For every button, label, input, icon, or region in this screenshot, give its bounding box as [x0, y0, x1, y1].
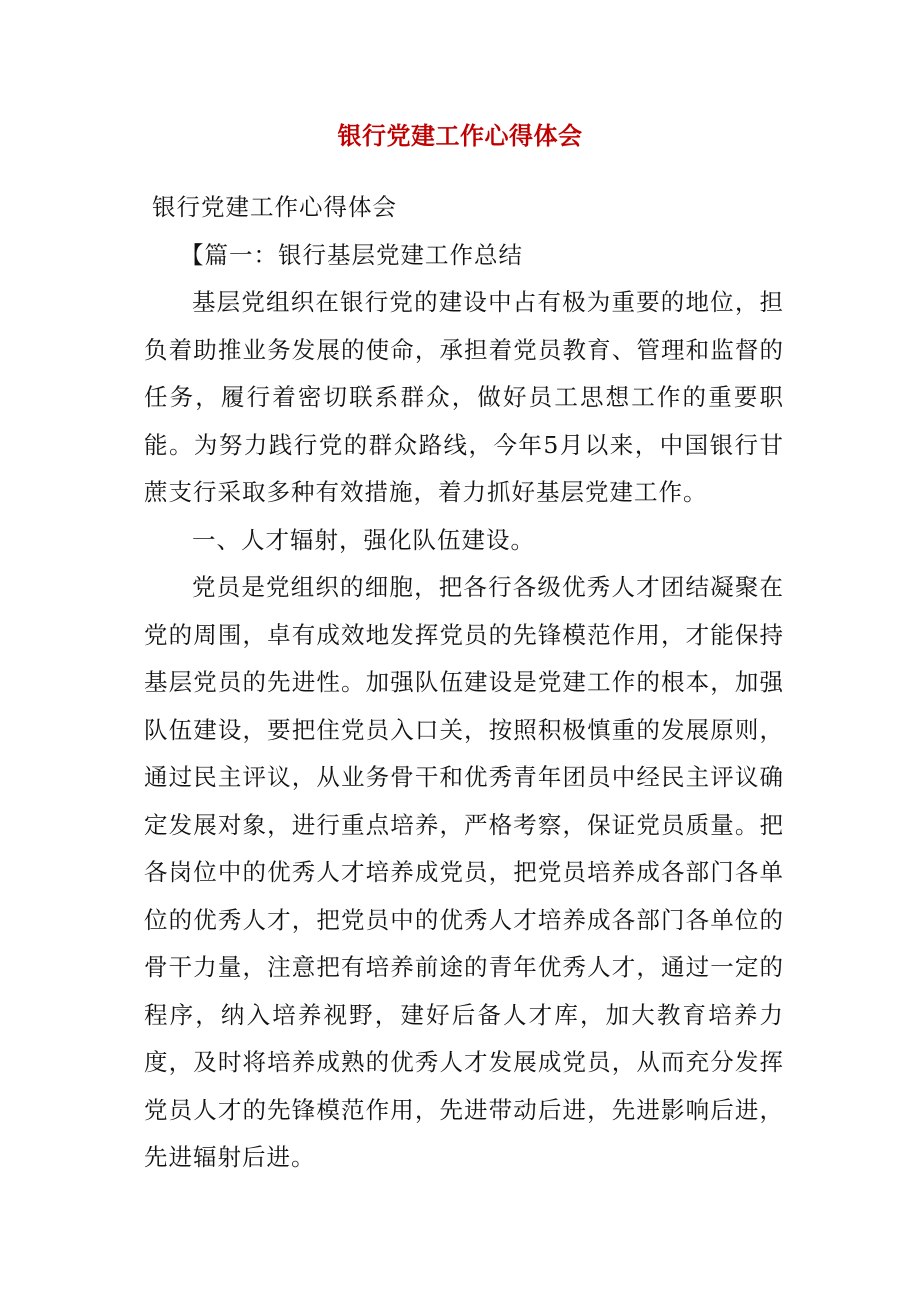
document-title: 银行党建工作心得体会: [337, 121, 583, 150]
document-subtitle: 银行党建工作心得体会: [152, 193, 397, 221]
document-body: [144, 184, 784, 1182]
section-heading-talent: 一、人才辐射，强化队伍建设。: [192, 525, 535, 554]
paragraph-intro: 基层党组织在银行党的建设中占有极为重要的地位，担负着助推业务发展的使命，承担着党员教育、管理和监督的任务，履行着密切联系群众，做好员工思想工作的重要职能。为努力践行党的群众路线，今年5月以来，中国银行甘蔗支行采取多种有效措施，着力抓好基层党建工作。: [144, 288, 784, 506]
article-heading: 【篇一：银行基层党建工作总结: [180, 240, 523, 269]
paragraph-talent: 党员是党组织的细胞，把各行各级优秀人才团结凝聚在党的周围，卓有成效地发挥党员的先锋模范作用，才能保持基层党员的先进性。加强队伍建设是党建工作的根本，加强队伍建设，要把住党员入口关，按照积极慎重的发展原则，通过民主评议，从业务骨干和优秀青年团员中经民主评议确定发展对象，进行重点培养，严格考察，保证党员质量。把各岗位中的优秀人才培养成党员，把党员培养成各部门各单位的优秀人才，把党员中的优秀人才培养成各部门各单位的骨干力量，注意把有培养前途的青年优秀人才，通过一定的程序，纳入培养视野，建好后备人才库，加大教育培养力度，及时将培养成熟的优秀人才发展成党员，从而充分发挥党员人才的先锋模范作用，先进带动后进，先进影响后进，先进辐射后进。: [144, 573, 784, 1171]
